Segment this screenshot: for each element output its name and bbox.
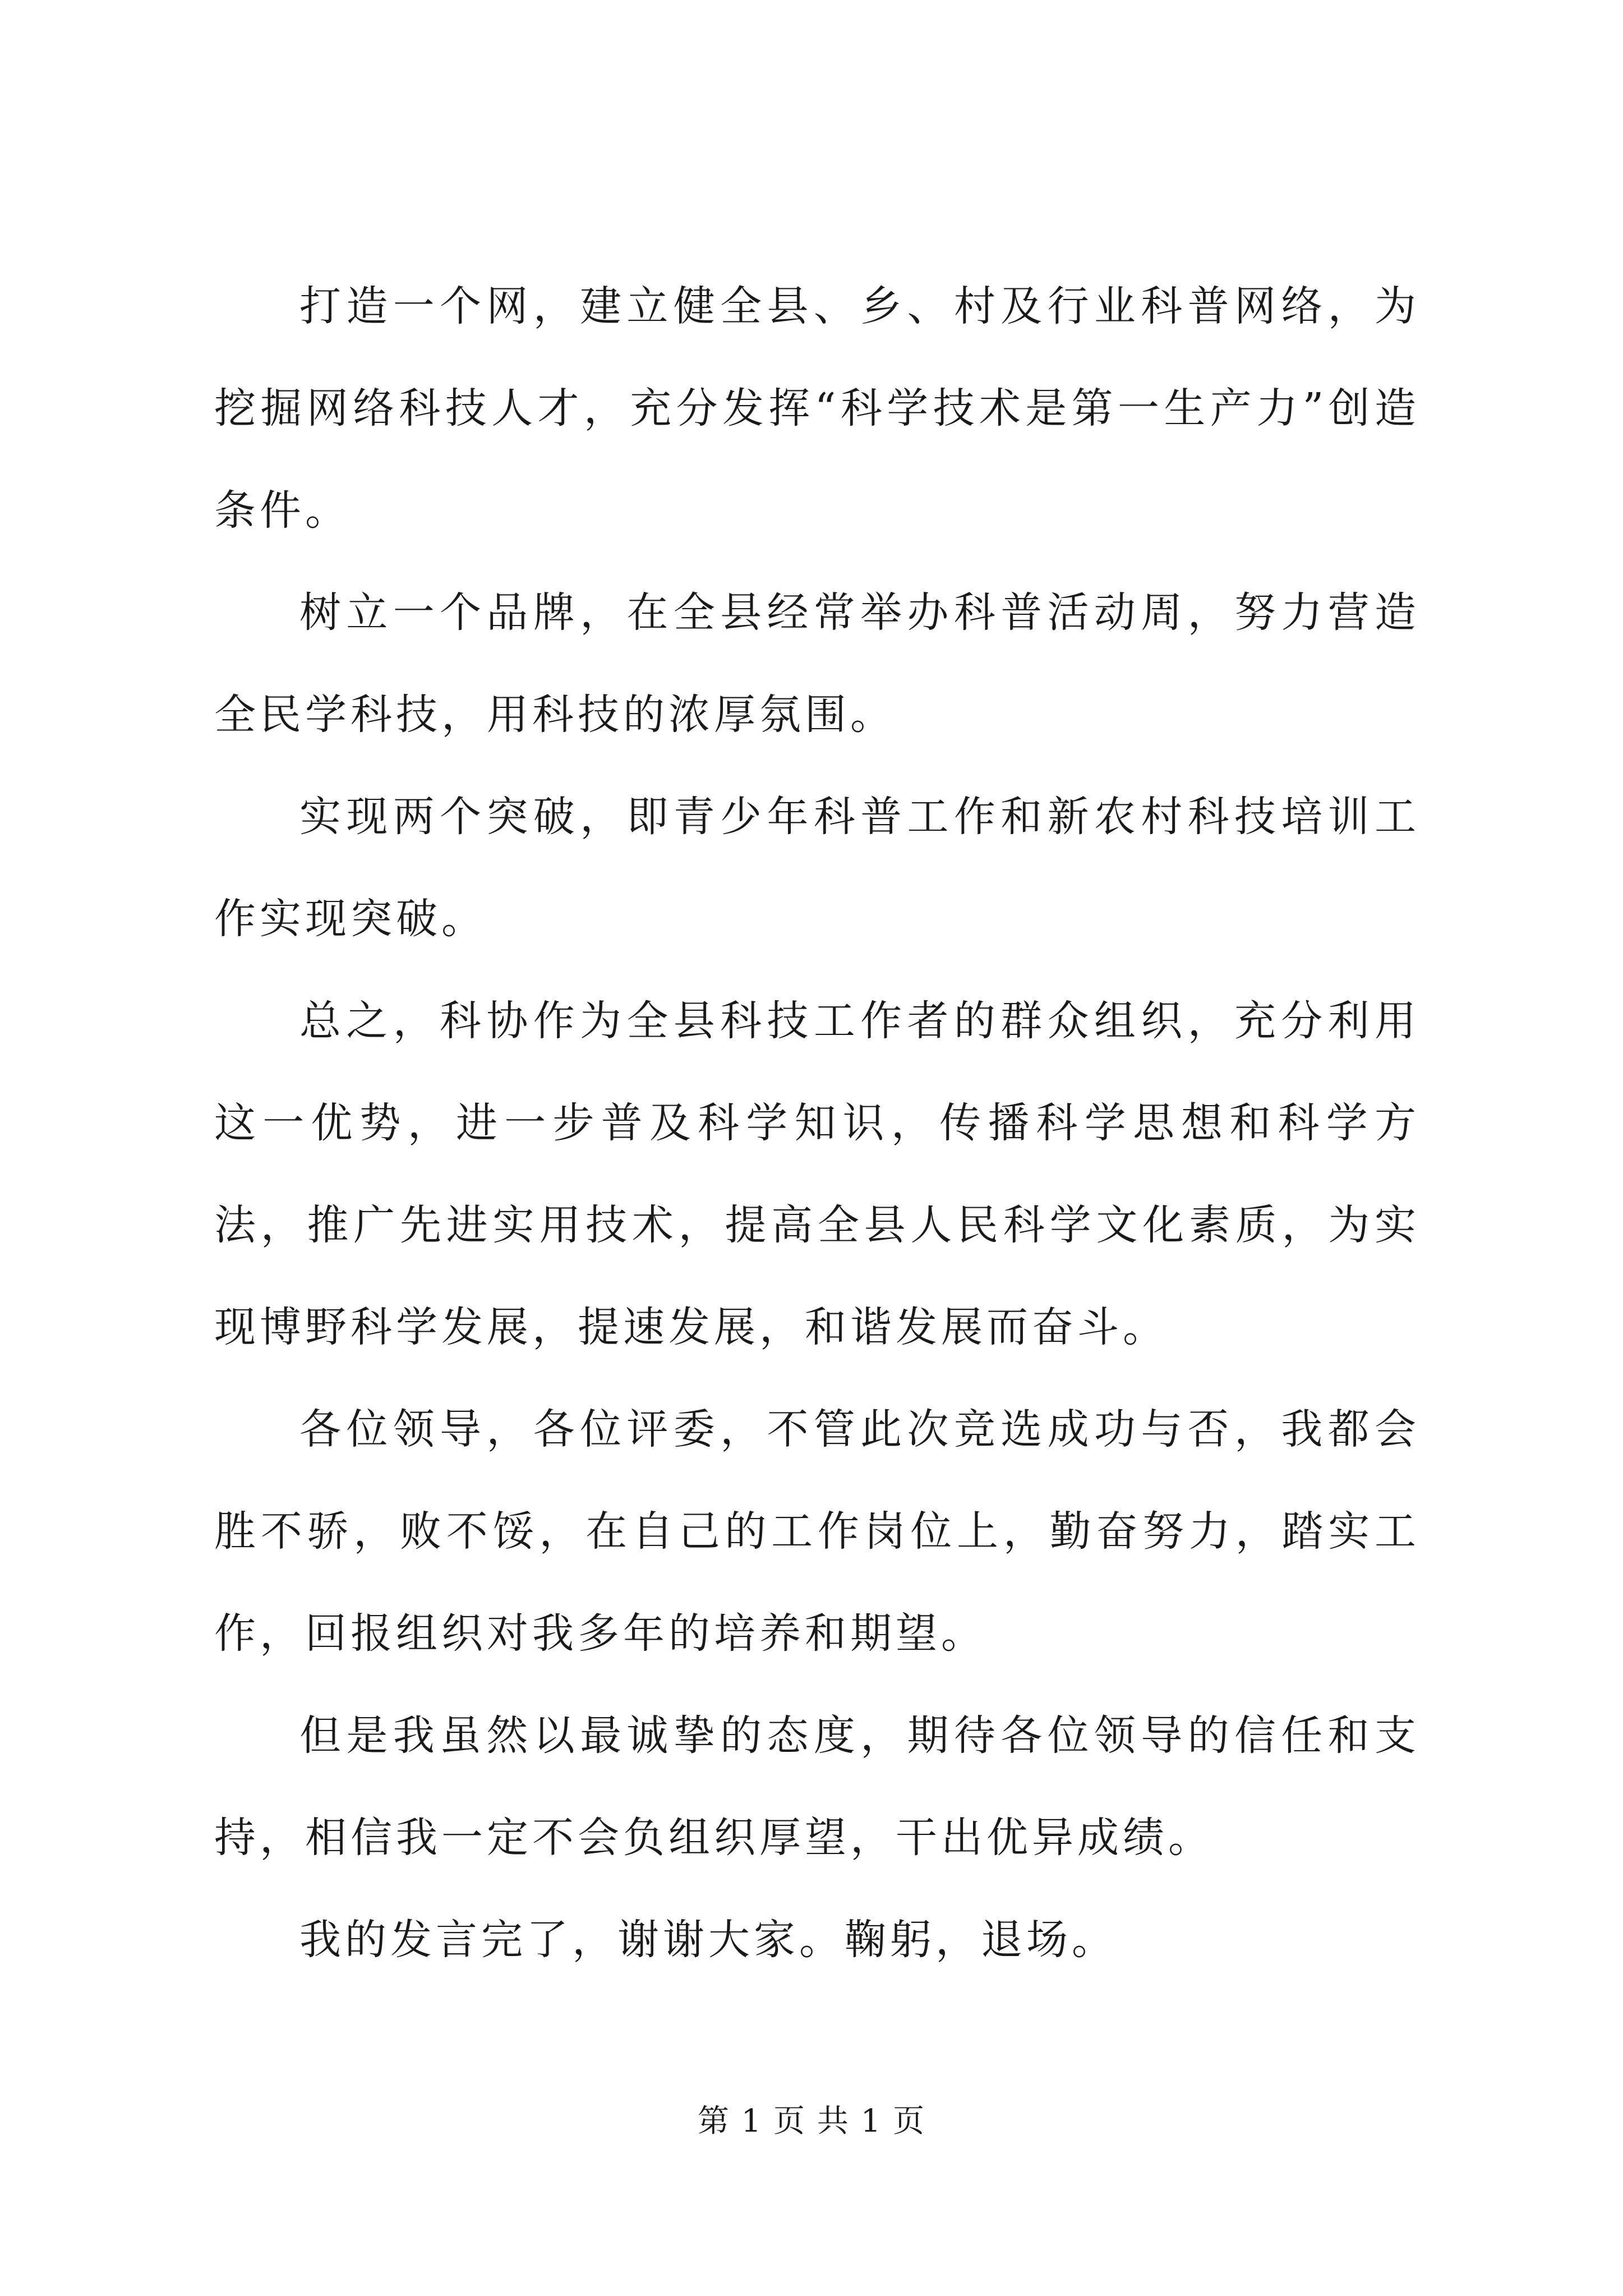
paragraph-address-judges: 各位领导，各位评委，不管此次竞选成功与否，我都会胜不骄，败不馁，在自己的工作岗位上，勤奋努力，踏实工作，回报组织对我多年的培养和期望。 <box>214 1405 1420 1658</box>
paragraph-build-network: 打造一个网，建立健全县、乡、村及行业科普网络，为挖掘网络科技人才，充分发挥“科学技术是第一生产力”创造条件。 <box>214 282 1420 535</box>
paragraph-two-breakthroughs: 实现两个突破，即青少年科普工作和新农村科技培训工作实现突破。 <box>214 793 1420 943</box>
paragraph-expectation: 但是我虽然以最诚挚的态度，期待各位领导的信任和支持，相信我一定不会负组织厚望，干出优异成绩。 <box>214 1711 1420 1862</box>
paragraph-summary: 总之，科协作为全县科技工作者的群众组织，充分利用这一优势，进一步普及科学知识，传播科学思想和科学方法，推广先进实用技术，提高全县人民科学文化素质，为实现博野科学发展，提速发展，和谐发展而奋斗。 <box>214 997 1420 1351</box>
paragraph-establish-brand: 树立一个品牌，在全县经常举办科普活动周，努力营造全民学科技，用科技的浓厚氛围。 <box>214 588 1420 739</box>
paragraph-closing: 我的发言完了，谢谢大家。鞠躬，退场。 <box>299 1916 1117 1964</box>
page-footer: 第 1 页 共 1 页 <box>697 2103 926 2139</box>
document-body <box>214 255 1420 1991</box>
